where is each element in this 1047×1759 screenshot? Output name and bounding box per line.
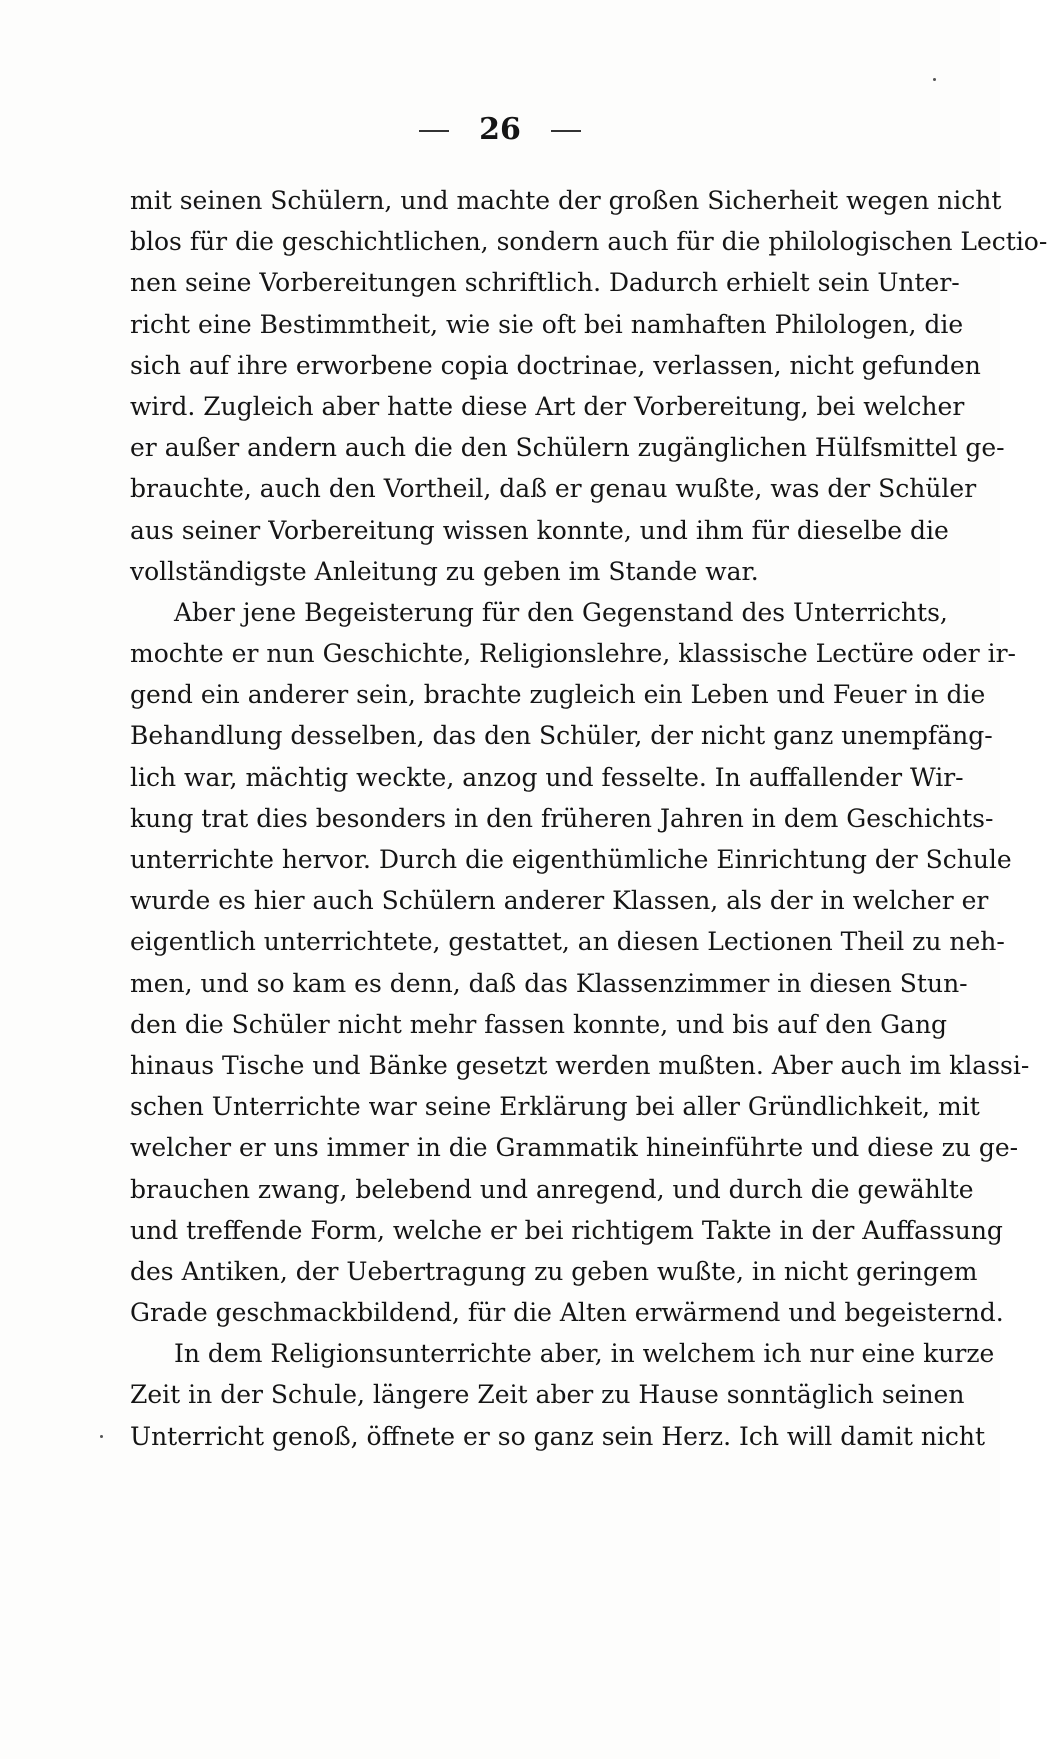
text-line: welcher er uns immer in die Grammatik hineinführte und diese zu ge- [130,1133,1019,1163]
text-line: nen seine Vorbereitungen schriftlich. Dadurch erhielt sein Unter- [130,268,960,298]
text-line: Behandlung desselben, das den Schüler, der nicht ganz unempfäng- [130,721,993,751]
header-dash-right [551,130,581,132]
text-line: In dem Religionsunterrichte aber, in welchem ich nur eine kurze [174,1339,995,1369]
text-line: hinaus Tische und Bänke gesetzt werden mußten. Aber auch im klassi- [130,1050,1030,1080]
page-header [0,112,1000,147]
text-line: Aber jene Begeisterung für den Gegenstand des Unterrichts, [174,597,948,627]
page-body [130,180,1047,1457]
text-line: mochte er nun Geschichte, Religionslehre, klassische Lectüre oder ir- [130,639,1016,669]
text-line: den die Schüler nicht mehr fassen konnte, und bis auf den Gang [130,1009,948,1039]
text-line: wird. Zugleich aber hatte diese Art der Vorbereitung, bei welcher [130,391,965,421]
text-line: vollständigste Anleitung zu geben im Stande war. [130,556,759,586]
text-line: unterrichte hervor. Durch die eigenthümliche Einrichtung der Schule [130,845,1012,874]
text-line: Zeit in der Schule, längere Zeit aber zu Hause sonntäglich seinen [130,1380,965,1410]
text-line: brauchte, auch den Vortheil, daß er genau wußte, was der Schüler [130,474,977,504]
text-line: schen Unterrichte war seine Erklärung bei aller Gründlichkeit, mit [130,1092,980,1122]
text-line: kung trat dies besonders in den früheren Jahren in dem Geschichts- [130,803,994,833]
paper-speck [933,78,936,81]
text-line: gend ein anderer sein, brachte zugleich ein Leben und Feuer in die [130,680,986,710]
paper-speck [100,1435,103,1438]
text-line: lich war, mächtig weckte, anzog und fesselte. In auffallender Wir- [130,762,964,792]
page-number: 26 [479,112,521,147]
text-line: men, und so kam es denn, daß das Klassenzimmer in diesen Stun- [130,968,968,998]
text-line: er außer andern auch die den Schülern zugänglichen Hülfsmittel ge- [130,433,1005,463]
text-line: des Antiken, der Uebertragung zu geben wußte, in nicht geringem [130,1256,978,1286]
text-line: brauchen zwang, belebend und anregend, und durch die gewählte [130,1174,974,1204]
text-line: aus seiner Vorbereitung wissen konnte, und ihm für dieselbe die [130,515,949,545]
text-line: wurde es hier auch Schülern anderer Klassen, als der in welcher er [130,886,989,916]
text-line: blos für die geschichtlichen, sondern auch für die philologischen Lectio- [130,227,1047,257]
header-dash-left [419,130,449,132]
text-line: mit seinen Schülern, und machte der großen Sicherheit wegen nicht [130,186,1002,215]
text-line: Grade geschmackbildend, für die Alten erwärmend und begeisternd. [130,1298,1004,1328]
text-line: eigentlich unterrichtete, gestattet, an diesen Lectionen Theil zu neh- [130,927,1005,957]
text-line: richt eine Bestimmtheit, wie sie oft bei namhaften Philologen, die [130,309,964,339]
text-line: Unterricht genoß, öffnete er so ganz sein Herz. Ich will damit nicht [130,1421,986,1451]
text-line: und treffende Form, welche er bei richtigem Takte in der Auffassung [130,1215,1003,1245]
text-line: sich auf ihre erworbene copia doctrinae, verlassen, nicht gefunden [130,350,981,380]
